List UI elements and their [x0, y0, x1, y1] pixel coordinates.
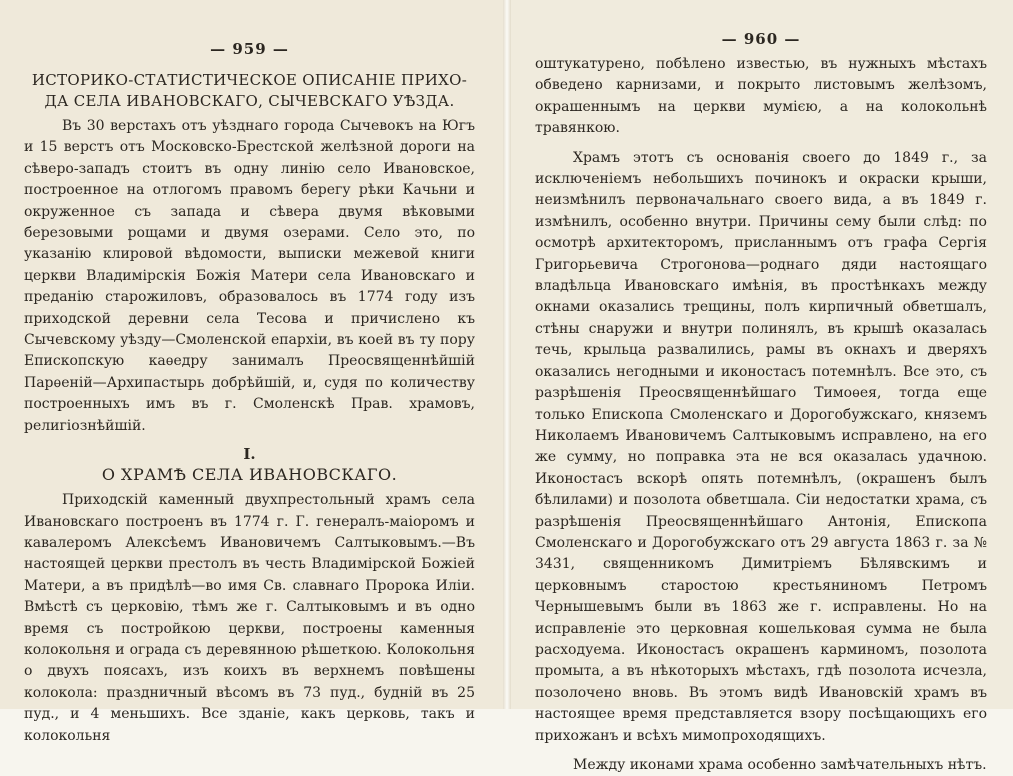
page-number: — 959 —	[210, 40, 289, 58]
paragraph: Между иконами храма особенно замѣчательныхъ нѣтъ.	[573, 757, 987, 773]
paragraph: Приходскій каменный двухпрестольный храмъ села Ивановскаго построенъ въ 1774 г. Г. генералъ-маіоромъ и кавалеромъ Алексѣемъ Ивановичемъ Салтыковымъ.—Въ настоящей церкви престолъ въ честь Владимірской Божіей Матери, а въ придѣлѣ—во имя Св. славнаго Пророка Иліи. Вмѣстѣ съ церковію, тѣмъ же г. Салтыковымъ и въ одно время съ постройкою церкви, построены каменныя колокольня и ограда съ деревянною рѣшеткою. Колокольня о двухъ поясахъ, изъ коихъ въ верхнемъ повѣшены колокола: праздничный вѣсомъ въ 73 пуд., будній въ 25 пуд., и 4 меньшихъ. Все зданіе, какъ церковь, такъ и колокольня	[24, 492, 475, 744]
paragraph: Храмъ этотъ съ основанія своего до 1849 г., за исключеніемъ небольшихъ починокъ и окраски крыши, неизмѣнилъ первоначальнаго своего вида, а въ 1849 г. измѣнилъ, особенно внутри. Причины сему были слѣд: по осмотрѣ архитекторомъ, присланнымъ отъ графа Сергія Григорьевича Строгонова—роднаго дяди настоящаго владѣльца Ивановскаго имѣнія, въ простѣнкахъ между окнами оказались трещины, полъ кирпичный обветшалъ, стѣны снаружи и внутри полинялъ, въ крышѣ оказалась течь, крыльца развалились, рамы въ окнахъ и дверяхъ оказались негодными и иконостасъ потемнѣлъ. Все это, съ разрѣшенія Преосвященнѣйшаго Тимоѳея, тогда еще только Епископа Смоленскаго и Дорогобужскаго, княземъ Николаемъ Ивановичемъ Салтыковымъ исправлено, на его же сумму, но поправка эта не вся оказалась удачною. Иконостасъ вскорѣ опять потемнѣлъ, (окрашенъ былъ бѣлилами) и позолота обветшала. Сіи недостатки храма, съ разрѣшенія Преосвященнѣйшаго Антонія, Епископа Смоленскаго и Дорогобужскаго отъ 29 августа 1863 г. за № 3431, священникомъ Димитріемъ Бѣлявскимъ и церковнымъ старостою крестьяниномъ Петромъ Чернышевымъ были въ 1863 же г. исправлены. Но на исправленіе это церковная кошельковая сумма не была расходуема. Иконостасъ окрашенъ карминомъ, позолота промыта, а въ нѣкоторыхъ мѣстахъ, гдѣ позолота исчезла, позолочено вновь. Въ этомъ видѣ Ивановскій храмъ въ настоящее время представляется взору посѣщающихъ его прихожанъ и всѣхъ мимопроходящихъ.	[535, 149, 987, 744]
left-page	[0, 0, 503, 744]
article-title-line: ИСТОРИКО-СТАТИСТИЧЕСКОЕ ОПИСАНІЕ ПРИХО-	[31, 71, 468, 89]
paragraph: оштукатурено, побѣлено известью, въ нужныхъ мѣстахъ обведено карнизами, и покрыто листовымъ желѣзомъ, окрашеннымъ на церкви мумією, а на колокольнѣ травянкою.	[535, 56, 987, 137]
paragraph: Въ 30 верстахъ отъ уѣзднаго города Сычевокъ на Югъ и 15 верстъ отъ Московско-Брестской желѣзной дороги на сѣверо-западъ стоитъ въ одну линію село Ивановское, построенное на отлогомъ правомъ берегу рѣки Качьни и окруженное съ запада и сѣвера двумя вѣковыми березовыми рощами и двумя озерами. Село это, по указанію клировой вѣдомости, выписки межевой книги церкви Владимірскія Божія Матери села Ивановскаго и преданію старожиловъ, образовалось въ 1774 году изъ приходской деревни села Тесова и причислено къ Сычевскому уѣзду—Смоленской епархіи, въ коей въ ту пору Епископскую каѳедру занималъ Преосвященнѣйшій Парѳеній—Архипастырь добрѣйшій, и, судя по количеству построенныхъ имъ въ г. Смоленскѣ Прав. храмовъ, религіознѣйшій.	[24, 118, 475, 434]
book-gutter	[503, 0, 511, 709]
article-title-line: ДА СЕЛА ИВАНОВСКАГО, СЫЧЕВСКАГО УѢЗДА.	[44, 92, 455, 110]
page-number: — 960 —	[721, 30, 801, 48]
section-number: I.	[243, 445, 256, 464]
section-title: О ХРАМѢ СЕЛА ИВАНОВСКАГО.	[101, 465, 398, 485]
article-title	[24, 70, 475, 112]
right-page	[511, 0, 1013, 773]
